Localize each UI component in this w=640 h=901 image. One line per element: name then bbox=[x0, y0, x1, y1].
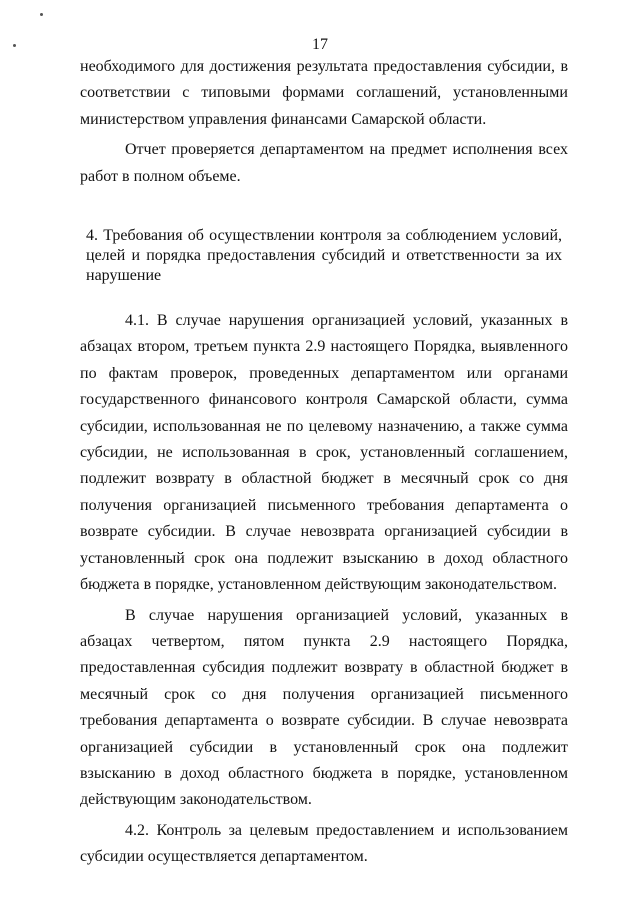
document-body bbox=[80, 54, 568, 871]
paragraph-continuation: необходимого для достижения результата предоставления субсидии, в соответствии с типовыми формами соглашений, установленными министерством управления финансами Самарской области. bbox=[80, 58, 568, 128]
section-heading: 4. Требования об осуществлении контроля за соблюдением условий, целей и порядка предоставления субсидий и ответственности за их нарушение bbox=[86, 227, 562, 285]
paragraph-4-2: 4.2. Контроль за целевым предоставлением и использованием субсидии осуществляется департаментом. bbox=[80, 821, 568, 866]
paragraph-4-1: 4.1. В случае нарушения организацией условий, указанных в абзацах втором, третьем пункта 2.9 настоящего Порядка, выявленного по фактам проверок, проведенных департаментом или органами государственного финансового контроля Самарской области, сумма субсидии, использованная не по целевому назначению, а также сумма субсидии, не использованная в срок, установленный соглашением, подлежит возврату в областной бюджет в месячный срок со дня получения организацией письменного требования департамента о возврате субсидии. В случае невозврата организацией субсидии в установленный срок она подлежит взысканию в доход областного бюджета в порядке, установленном действующим законодательством. bbox=[80, 312, 568, 594]
paragraph-report: Отчет проверяется департаментом на предмет исполнения всех работ в полном объеме. bbox=[80, 141, 568, 185]
paragraph-violation-2: В случае нарушения организацией условий, указанных в абзацах четвертом, пятом пункта 2.9 настоящего Порядка, предоставленная субсидия подлежит возврату в областной бюджет в месячный срок со дня получения организацией письменного требования департамента о возврате субсидии. В случае невозврата организацией субсидии в установленный срок она подлежит взысканию в доход областного бюджета в порядке, установленном действующим законодательством. bbox=[80, 606, 568, 809]
scan-speck bbox=[40, 13, 43, 16]
page-number: 17 bbox=[312, 36, 328, 53]
